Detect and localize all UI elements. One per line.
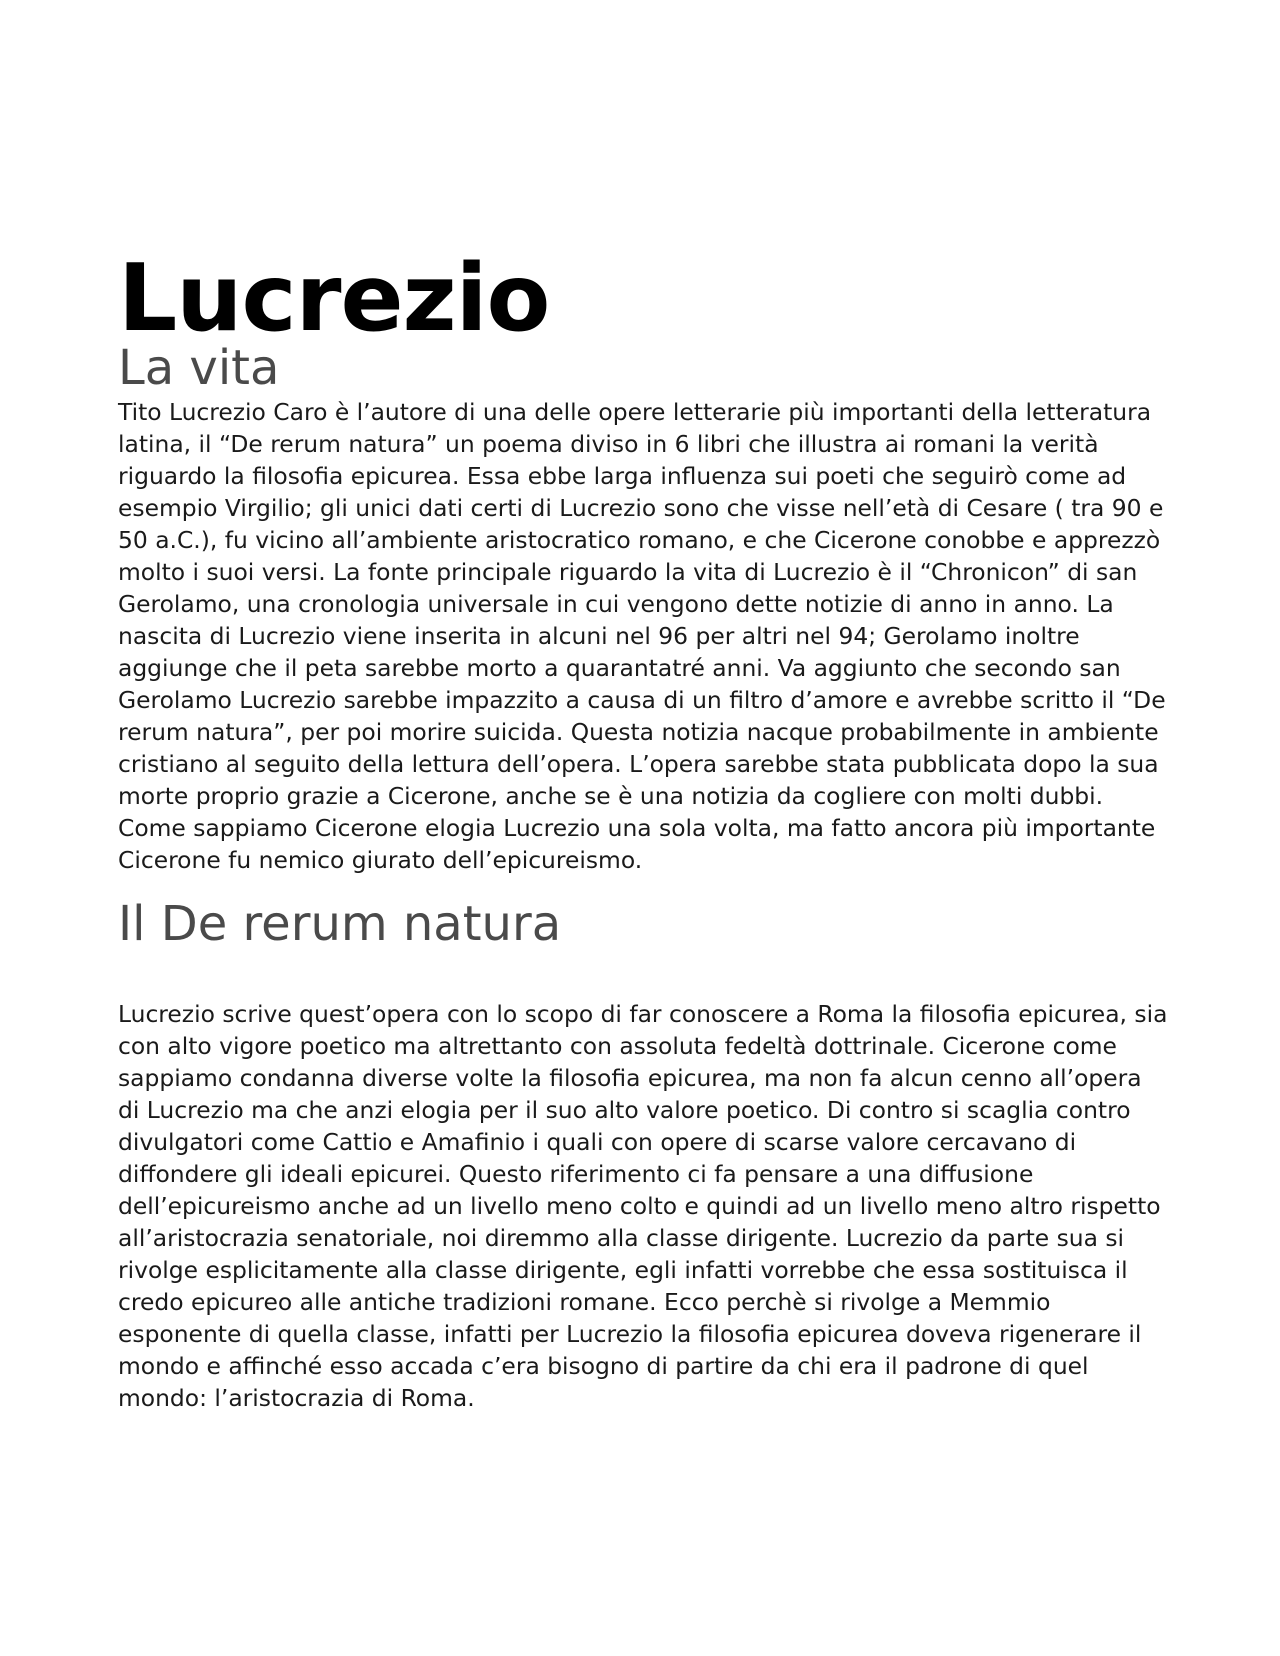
document-content bbox=[118, 244, 1170, 1414]
section-paragraph-la-vita: Tito Lucrezio Caro è l’autore di una delle opere letterarie più importanti della letteratura latina, il “De rerum natura” un poema diviso in 6 libri che illustra ai romani la verità riguardo la filosofia epicurea. Essa ebbe larga influenza sui poeti che seguirò come ad esempio Virgilio; gli unici dati certi di Lucrezio sono che visse nell’età di Cesare ( tra 90 e 50 a.C.), fu vicino all’ambiente aristocratico romano, e che Cicerone conobbe e apprezzò molto i suoi versi. La fonte principale riguardo la vita di Lucrezio è il “Chronicon” di san Gerolamo, una cronologia universale in cui vengono dette notizie di anno in anno. La nascita di Lucrezio viene inserita in alcuni nel 96 per altri nel 94; Gerolamo inoltre aggiunge che il peta sarebbe morto a quarantatré anni. Va aggiunto che secondo san Gerolamo Lucrezio sarebbe impazzito a causa di un filtro d’amore e avrebbe scritto il “De rerum natura”, per poi morire suicida. Questa notizia nacque probabilmente in ambiente cristiano al seguito della lettura dell’opera. L’opera sarebbe stata pubblicata dopo la sua morte proprio grazie a Cicerone, anche se è una notizia da cogliere con molti dubbi. Come sappiamo Cicerone elogia Lucrezio una sola volta, ma fatto ancora più importante Cicerone fu nemico giurato dell’epicureismo. bbox=[118, 398, 1166, 874]
document-title: Lucrezio bbox=[118, 244, 550, 352]
section-heading-de-rerum-natura: Il De rerum natura bbox=[118, 896, 562, 952]
section-heading-la-vita: La vita bbox=[118, 340, 280, 396]
section-paragraph-de-rerum-natura: Lucrezio scrive quest’opera con lo scopo di far conoscere a Roma la filosofia epicurea, sia con alto vigore poetico ma altrettanto con assoluta fedeltà dottrinale. Cicerone come sappiamo condanna diverse volte la filosofia epicurea, ma non fa alcun cenno all’opera di Lucrezio ma che anzi elogia per il suo alto valore poetico. Di contro si scaglia contro divulgatori come Cattio e Amafinio i quali con opere di scarse valore cercavano di diffondere gli ideali epicurei. Questo riferimento ci fa pensare a una diffusione dell’epicureismo anche ad un livello meno colto e quindi ad un livello meno altro rispetto all’aristocrazia senatoriale, noi diremmo alla classe dirigente. Lucrezio da parte sua si rivolge esplicitamente alla classe dirigente, egli infatti vorrebbe che essa sostituisca il credo epicureo alle antiche tradizioni romane. Ecco perchè si rivolge a Memmio esponente di quella classe, infatti per Lucrezio la filosofia epicurea doveva rigenerare il mondo e affinché esso accada c’era bisogno di partire da chi era il padrone di quel mondo: l’aristocrazia di Roma. bbox=[118, 1000, 1168, 1412]
